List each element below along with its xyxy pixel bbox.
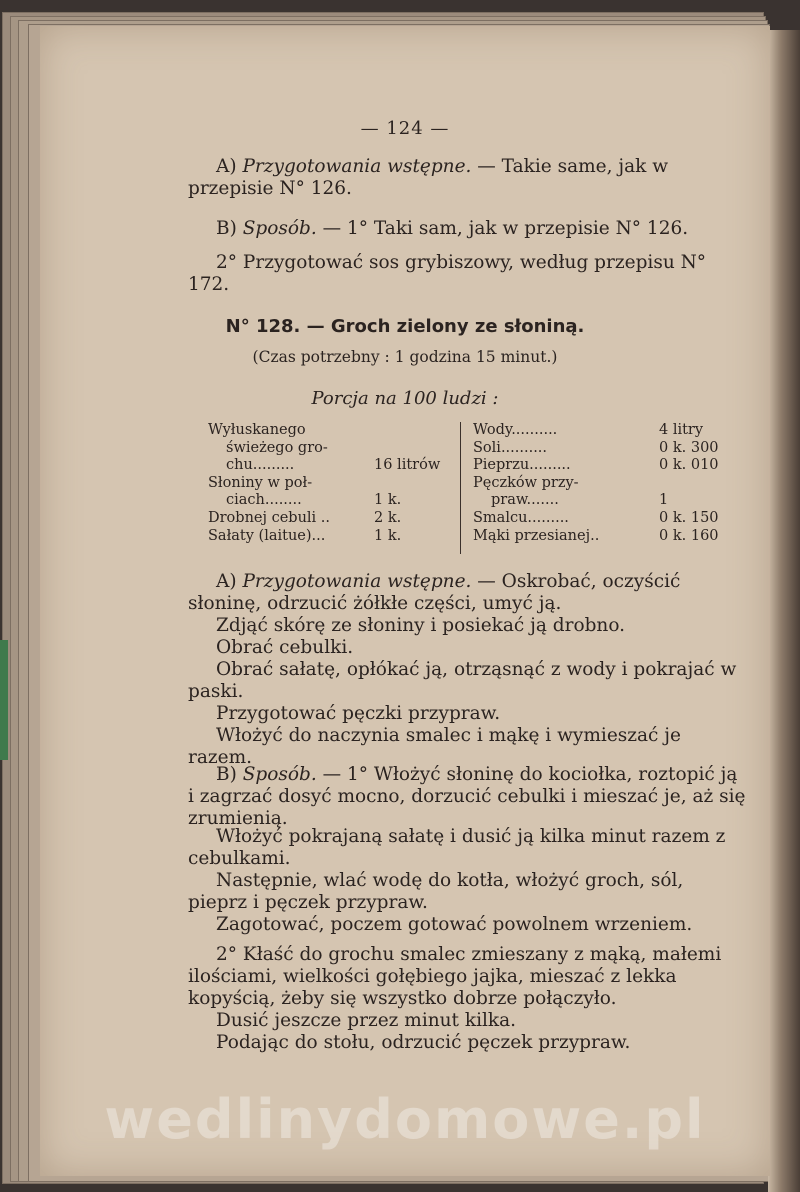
ingredient-row xyxy=(473,422,720,440)
ingredient-row xyxy=(473,510,720,528)
text: — Takie same, jak w przepisie N° 126. xyxy=(188,156,669,199)
prep-a xyxy=(188,571,748,615)
ingredient-amount: 0 k. 150 xyxy=(659,509,719,526)
method-line: Podając do stołu, odrzucić pęczek przypraw. xyxy=(216,1032,631,1053)
ingredient-row xyxy=(473,475,720,493)
prep-a-intro xyxy=(188,156,748,200)
portion-heading: Porcja na 100 ludzi : xyxy=(311,388,499,409)
ingredients-right xyxy=(460,422,720,554)
method-line: Dusić jeszcze przez minut kilka. xyxy=(216,1010,517,1031)
method-step-2: 2° Kłaść do grochu smalec zmieszany z mąką, małemi ilościami, wielkości gołębiego jajka, mieszać z lekka kopyścią, żeby się wszystko dobrze połączyło. xyxy=(188,944,722,1009)
ingredient-name: świeżego gro- xyxy=(226,439,328,456)
watermark: wedlinydomowe.pl xyxy=(104,1088,706,1151)
label: B) xyxy=(216,764,237,785)
ingredient-name: Wyłuskanego xyxy=(208,422,306,438)
ingredients-left xyxy=(208,422,458,545)
italic-heading: Przygotowania wstępne. xyxy=(242,571,472,592)
ingredient-row xyxy=(473,440,720,458)
ingredient-row xyxy=(208,440,458,458)
bookmark-strip xyxy=(0,640,8,760)
ingredient-row xyxy=(208,422,458,440)
ingredient-name: praw....... xyxy=(491,492,559,509)
text: — 1° Włożyć słoninę do kociołka, roztopić ją i zagrzać dosyć mocno, dorzucić cebulki i mieszać je, aż się zrumienią. xyxy=(188,764,746,829)
ingredient-row xyxy=(208,457,458,475)
ingredient-name: Mąki przesianej.. xyxy=(473,527,600,544)
ingredient-amount: 1 xyxy=(659,492,669,509)
ingredient-row xyxy=(473,492,720,510)
page-content xyxy=(40,26,770,1176)
label: B) xyxy=(216,218,237,239)
ingredient-amount: 0 k. 010 xyxy=(659,457,719,474)
ingredient-amount: 0 k. 300 xyxy=(659,439,719,456)
text: — Oskrobać, oczyścić słoninę, odrzucić żółkłe części, umyć ją. xyxy=(188,571,681,614)
ingredient-row xyxy=(208,475,458,493)
ingredient-amount: 0 k. 160 xyxy=(659,527,719,544)
ingredient-name: Smalcu......... xyxy=(473,509,569,526)
ingredient-row xyxy=(208,528,458,546)
ingredients-table xyxy=(208,422,720,556)
ingredient-amount: 1 k. xyxy=(374,527,402,544)
page-number: — 124 — xyxy=(360,118,450,139)
method-b-intro xyxy=(188,218,748,240)
ingredient-name: Sałaty (laitue)... xyxy=(208,527,326,544)
italic-heading: Sposób. xyxy=(242,218,317,239)
ingredient-name: Słoniny w poł- xyxy=(208,474,313,491)
prep-line: Obrać cebulki. xyxy=(216,637,354,658)
method-b xyxy=(188,764,748,830)
recipe-time: (Czas potrzebny : 1 godzina 15 minut.) xyxy=(252,348,558,366)
ingredient-name: Soli.......... xyxy=(473,439,548,456)
ingredient-name: Wody.......... xyxy=(473,422,558,438)
ingredient-amount: 16 litrów xyxy=(374,457,441,474)
recipe-title: N° 128. — Groch zielony ze słoniną. xyxy=(225,316,585,337)
ingredient-row xyxy=(473,457,720,475)
ingredient-amount: 4 litry xyxy=(659,422,704,438)
ingredient-name: Pieprzu......... xyxy=(473,457,571,474)
prep-line: Włożyć do naczynia smalec i mąkę i wymieszać je razem. xyxy=(188,725,681,768)
ingredient-amount: 1 k. xyxy=(374,492,402,509)
ingredient-row xyxy=(208,492,458,510)
label: A) xyxy=(216,156,237,177)
ingredient-name: ciach........ xyxy=(226,492,302,509)
ingredient-name: chu......... xyxy=(226,457,295,474)
italic-heading: Sposób. xyxy=(242,764,317,785)
ingredient-row xyxy=(208,510,458,528)
ingredient-amount: 2 k. xyxy=(374,509,402,526)
method-line: Zagotować, poczem gotować powolnem wrzeniem. xyxy=(216,914,693,935)
prep-line: Zdjąć skórę ze słoniny i posiekać ją drobno. xyxy=(216,615,626,636)
method-step-2: 2° Przygotować sos grybiszowy, według przepisu N° 172. xyxy=(188,252,707,295)
italic-heading: Przygotowania wstępne. xyxy=(242,156,472,177)
ingredient-row xyxy=(473,528,720,546)
method-line: Włożyć pokrajaną sałatę i dusić ją kilka minut razem z cebulkami. xyxy=(188,826,726,869)
prep-line: Obrać sałatę, opłókać ją, otrząsnąć z wody i pokrajać w paski. xyxy=(188,659,737,702)
ingredient-name: Pęczków przy- xyxy=(473,474,579,491)
label: A) xyxy=(216,571,237,592)
text: — 1° Taki sam, jak w przepisie N° 126. xyxy=(316,218,689,239)
book-spine xyxy=(768,30,800,1192)
method-line: Następnie, wlać wodę do kotła, włożyć groch, sól, pieprz i pęczek przypraw. xyxy=(188,870,684,913)
ingredient-name: Drobnej cebuli .. xyxy=(208,509,331,526)
prep-line: Przygotować pęczki przypraw. xyxy=(216,703,501,724)
